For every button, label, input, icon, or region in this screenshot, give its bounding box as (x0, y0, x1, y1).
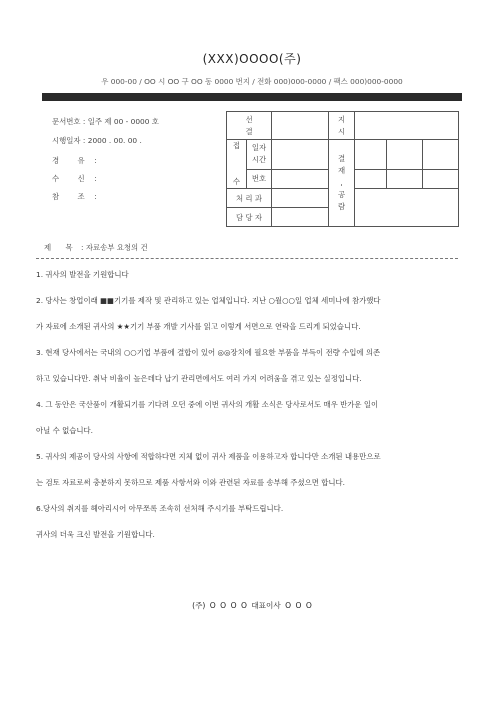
approval-jeopsu-cell: 접 수 (227, 140, 247, 189)
doc-number-label: 문서번호 : (52, 117, 86, 126)
body-line: 2. 당사는 창업이래 ■■기기를 제작 및 관리하고 있는 업체입니다. 지난 ○월○○일 업체 세미나에 참가했다 (36, 296, 381, 305)
recipient-row (52, 173, 97, 184)
date-row (52, 135, 142, 146)
body-line: 가 자료에 소개된 귀사의 ★★기기 부품 개발 기사를 읽고 이렇게 서면으로 연락을 드리게 되었습니다. (36, 322, 361, 331)
approval-sign-cell-2 (387, 140, 423, 170)
reference-colon: : (94, 192, 97, 201)
approval-jisi-value (355, 112, 459, 140)
body-line: 1. 귀사의 발전을 기원합니다 (36, 270, 129, 279)
body-line: 아닐 수 없습니다. (36, 426, 94, 435)
approval-seongyeol-cell: 선 결 (227, 112, 272, 140)
doc-number-value: 일주 제 00 - 0000 호 (87, 117, 159, 126)
approval-sign-cell-5 (387, 169, 423, 188)
approval-ilja-cell: 일자 시간 (247, 140, 272, 170)
approval-damdangja-value (272, 208, 329, 227)
reference-label: 참 조 (52, 192, 93, 201)
body-text (36, 262, 466, 548)
date-label: 시행일자 : (52, 136, 86, 145)
approval-table (226, 111, 459, 227)
via-row (52, 155, 97, 166)
subject-row (44, 242, 148, 253)
date-value: 2000 . 00. 00 . (87, 136, 142, 145)
body-line: 4. 그 동안은 국산품이 개활되기를 기다려 오던 중에 이번 귀사의 개활 소식은 당사로서도 매우 반가운 일이 (36, 400, 379, 409)
approval-ilja-value (272, 140, 329, 170)
body-line: 하고 있습니다만. 취낙 비율이 높은데다 납기 관리면에서도 여러 가지 어려움을 겪고 있는 실정입니다. (36, 374, 362, 383)
recipient-label: 수 신 (52, 174, 93, 183)
approval-gyeoljae-cell: 결 재 , 공 람 (329, 140, 355, 227)
address-line: 우 000-00 / OO 시 OO 구 OO 동 0000 번지 / 전화 000)000-0000 / 팩스 000)000-0000 (101, 77, 403, 86)
company-name: (XXX)OOOO(주) (202, 52, 302, 66)
approval-jisi-cell: 지 시 (329, 112, 355, 140)
approval-sign-cell-6 (423, 169, 459, 188)
recipient-colon: : (94, 174, 97, 183)
subject-value: : 자료송부 요청의 건 (81, 243, 148, 252)
body-line: 귀사의 더욱 크신 발전을 기원합니다. (36, 530, 155, 539)
approval-sign-cell-1 (355, 140, 387, 170)
reference-row (52, 191, 97, 202)
body-line: 3. 현재 당사에서는 국내의 ○○기업 부품에 결합이 있어 ◎◎장치에 필요한 부품을 부득이 전량 수입에 의존 (36, 348, 381, 357)
approval-beonho-value (272, 169, 329, 188)
approval-gongram-value (355, 189, 459, 227)
subject-divider (36, 258, 458, 259)
body-line: 는 검토 자료로써 충분하지 못하므로 제품 사항서와 이와 관련된 자료를 송부해 주셨으면 합니다. (36, 478, 345, 487)
signature-line: (주) O O O O 대표이사 O O O (192, 601, 312, 610)
approval-sign-cell-3 (423, 140, 459, 170)
approval-cheorigwa-value (272, 189, 329, 208)
doc-number-row (52, 116, 159, 127)
approval-beonho-cell: 번호 (247, 169, 272, 188)
approval-sign-cell-4 (355, 169, 387, 188)
approval-cheorigwa-cell: 처 리 과 (227, 189, 272, 208)
subject-label: 제 목 (44, 243, 79, 252)
approval-seongyeol-value (272, 112, 329, 140)
approval-damdangja-cell: 담 당 자 (227, 208, 272, 227)
via-label: 경 유 (52, 156, 93, 165)
body-line: 5. 귀사의 제공이 당사의 사항에 적합하다면 지체 없이 귀사 제품을 이용하고자 합니다만 소개된 내용만으로 (36, 452, 381, 461)
via-colon: : (94, 156, 97, 165)
body-line: 6.당사의 취지를 헤아리시어 아무쪼록 조속히 선처해 주시기를 부탁드립니다. (36, 504, 284, 513)
header-divider-bar (42, 93, 462, 101)
